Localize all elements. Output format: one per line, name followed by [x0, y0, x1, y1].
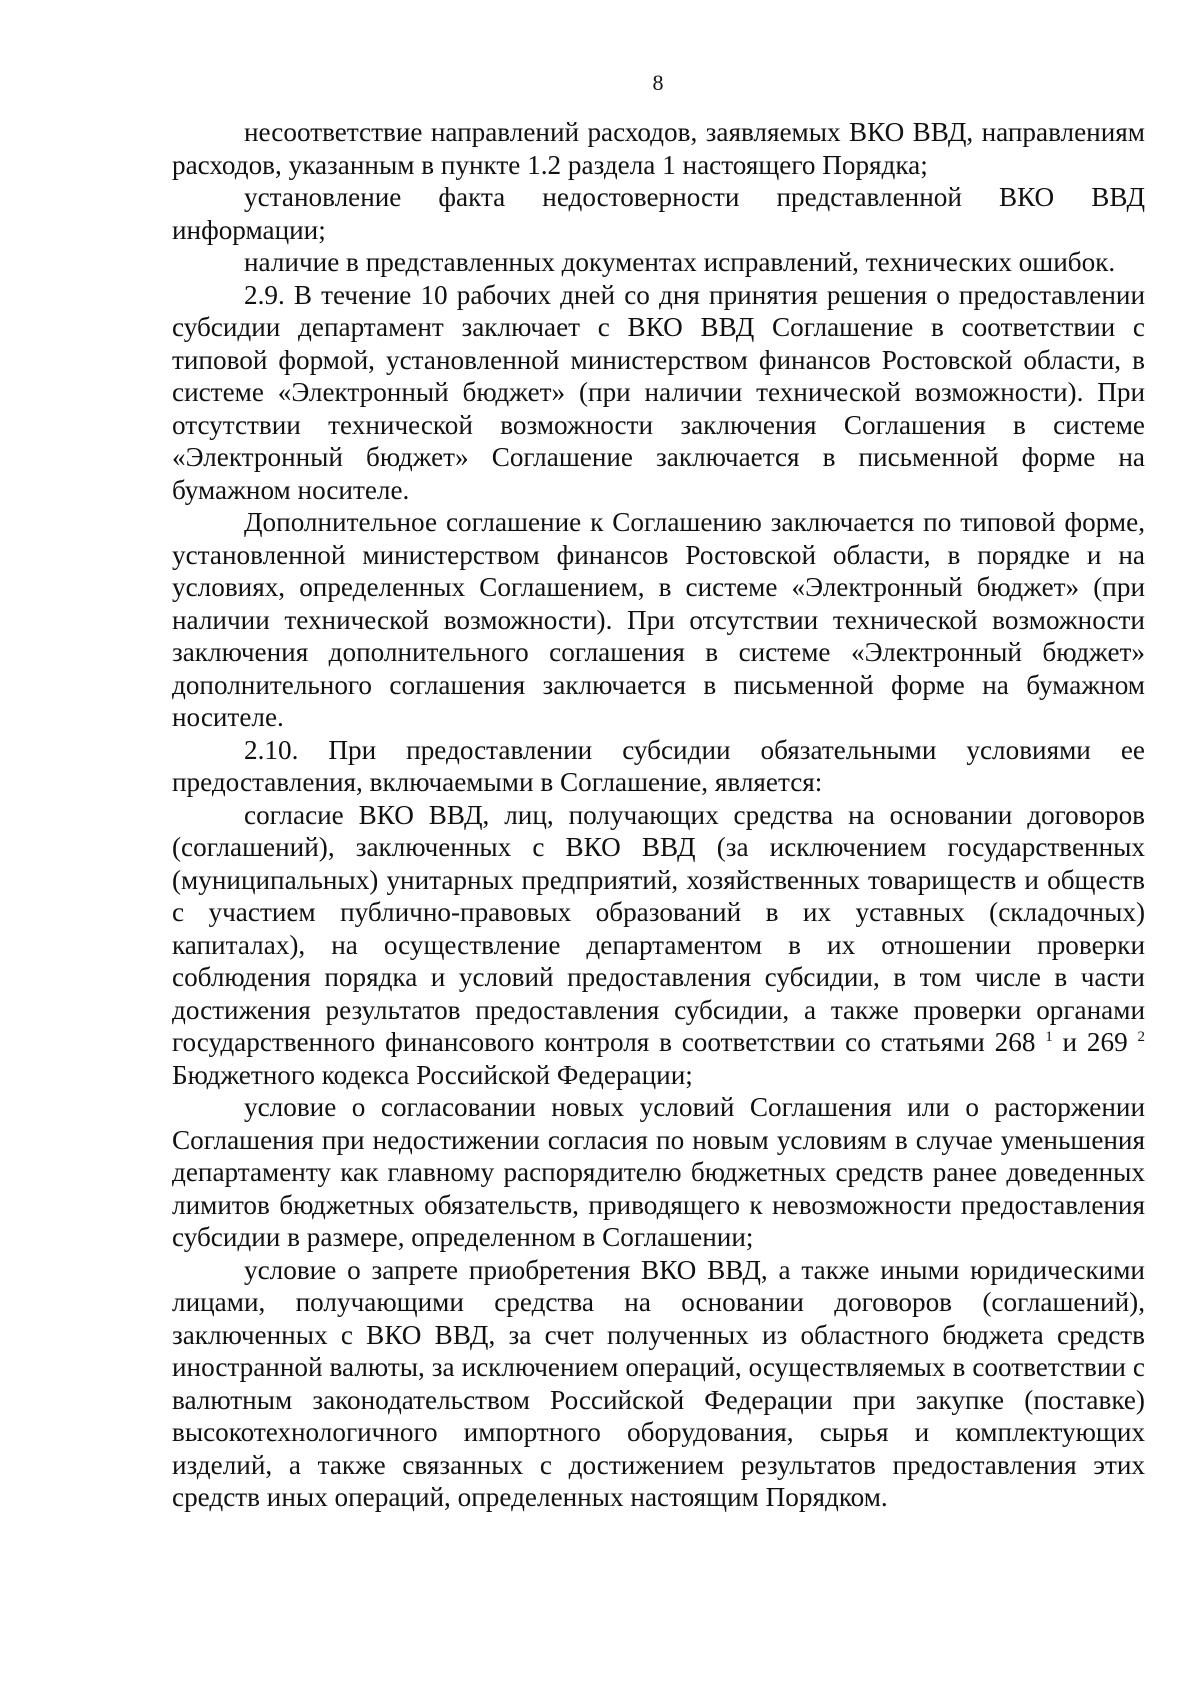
consent-text-after: Бюджетного кодекса Российской Федерации; [172, 1059, 693, 1090]
paragraph-consent [172, 799, 1145, 1092]
consent-text-before: согласие ВКО ВВД, лиц, получающих средства на основании договоров (соглашений), заключенных с ВКО ВВД (за исключением государственных (муниципальных) унитарных предприятий, хозяйственных товариществ и обществ с участием публично-правовых образований в их уставных (складочных) капиталах), на осуществление департаментом в их отношении проверки соблюдения порядка и условий предоставления субсидии, в том числе в части достижения результатов предоставления субсидии, а также проверки органами государственного финансового контроля в соответствии со статьями 268 [172, 799, 1145, 1057]
footnote-sup-2: 2 [1137, 1028, 1145, 1045]
paragraph-expense-mismatch: несоответствие направлений расходов, заявляемых ВКО ВВД, направлениям расходов, указанным в пункте 1.2 раздела 1 настоящего Порядка; [172, 117, 1145, 180]
paragraph-additional-agreement: Дополнительное соглашение к Соглашению заключается по типовой форме, установленной министерством финансов Ростовской области, в порядке и на условиях, определенных Соглашением, в системе «Электронный бюджет» (при наличии технической возможности). При отсутствии технической возможности заключения дополнительного соглашения в системе «Электронный бюджет» дополнительного соглашения заключается в письменной форме на бумажном носителе. [172, 507, 1145, 732]
consent-text-middle: и 269 [1052, 1027, 1138, 1057]
paragraph-clause-2-9: 2.9. В течение 10 рабочих дней со дня принятия решения о предоставлении субсидии департамент заключает с ВКО ВВД Соглашение в соответствии с типовой формой, установленной министерством финансов Ростовской области, в системе «Электронный бюджет» (при наличии технической возможности). При отсутствии технической возможности заключения Соглашения в системе «Электронный бюджет» Соглашение заключается в письменной форме на бумажном носителе. [172, 279, 1145, 505]
paragraph-corrections: наличие в представленных документах исправлений, технических ошибок. [244, 247, 1116, 277]
paragraph-clause-2-10: 2.10. При предоставлении субсидии обязательными условиями ее предоставления, включаемыми в Соглашение, является: [172, 734, 1145, 797]
page-number: 8 [652, 70, 664, 95]
paragraph-currency-ban: условие о запрете приобретения ВКО ВВД, а также иными юридическими лицами, получающими средства на основании договоров (соглашений), заключенных с ВКО ВВД, за счет полученных из областного бюджета средств иностранной валюты, за исключением операций, осуществляемых в соответствии с валютным законодательством Российской Федерации при закупке (поставке) высокотехнологичного импортного оборудования, сырья и комплектующих изделий, а также связанных с достижением результатов предоставления этих средств иных операций, определенных настоящим Порядком. [172, 1254, 1145, 1512]
paragraph-false-information: установление факта недостоверности представленной ВКО ВВД информации; [172, 182, 1145, 245]
footnote-sup-1: 1 [1045, 1028, 1053, 1045]
document-body [172, 116, 1145, 1514]
paragraph-new-conditions: условие о согласовании новых условий Соглашения или о расторжении Соглашения при недостижении согласия по новым условиям в случае уменьшения департаменту как главному распорядителю бюджетных средств ранее доведенных лимитов бюджетных обязательств, приводящего к невозможности предоставления субсидии в размере, определенном в Соглашении; [172, 1092, 1145, 1252]
